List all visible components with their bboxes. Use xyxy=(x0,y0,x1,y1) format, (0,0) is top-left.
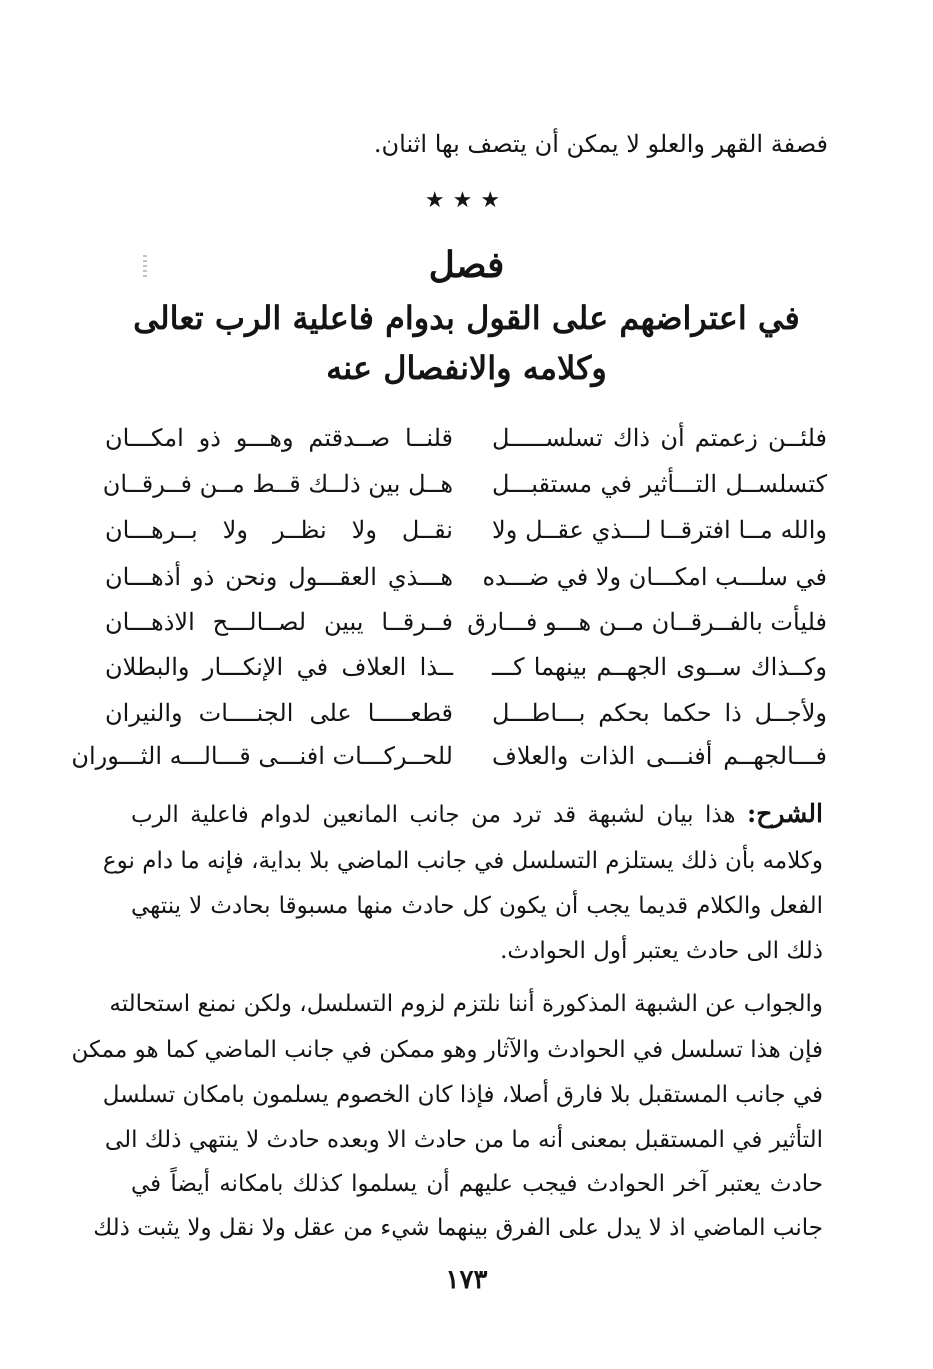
top-text-line: فصفة القهر والعلو لا يمكن أن يتصف بها اثنان. xyxy=(373,130,828,158)
commentary-line-1-text: هذا بيان لشبهة قد ترد من جانب المانعين لدوام فاعلية الرب xyxy=(131,802,736,828)
answer-line-4: التأثير في المستقبل بمعنى أنه ما من حادث الا وبعده حادث لا ينتهي ذلك الى xyxy=(104,1127,823,1153)
verse-6-first-hemistich: وكــذاك ســوى الجهــم بينهما كـــ xyxy=(492,653,827,681)
verse-6-second-hemistich: ــذا العلاف في الإنكـــار والبطلان xyxy=(105,653,453,681)
section-subtitle-line-2: وكلامه والانفصال عنه xyxy=(326,349,607,387)
verse-5-second-hemistich: فــرقــا يبين لصــالـــح الاذهـــان xyxy=(105,608,453,636)
verse-1-first-hemistich: فلئــن زعمتم أن ذاك تسلســـــل xyxy=(492,424,827,452)
commentary-label: الشرح: xyxy=(746,799,823,828)
commentary-line-2: وكلامه بأن ذلك يستلزم التسلسل في جانب الماضي بلا بداية، فإنه ما دام نوع xyxy=(102,848,823,874)
section-title: فصل xyxy=(428,244,505,286)
verse-2-first-hemistich: كتسلســل التـــأثير في مستقبـــل xyxy=(492,470,827,498)
answer-line-2: فإن هذا تسلسل في الحوادث والآثار وهو ممكن في جانب الماضي كما هو ممكن xyxy=(71,1037,823,1063)
verse-7-first-hemistich: ولأجــل ذا حكما بحكم بـــاطـــل xyxy=(492,699,827,727)
verse-3-first-hemistich: والله مــا افترقــا لـــذي عقــل ولا xyxy=(492,516,827,544)
page-number: ١٧٣ xyxy=(445,1265,488,1295)
verse-3-second-hemistich: نقــل ولا نظــر ولا بــرهـــان xyxy=(105,516,453,544)
commentary-line-4: ذلك الى حادث يعتبر أول الحوادث. xyxy=(500,938,823,964)
answer-line-5: حادث يعتبر آخر الحوادث فيجب عليهم أن يسلموا كذلك بامكانه أيضاً في xyxy=(131,1171,823,1197)
commentary-line-3: الفعل والكلام قديما يجب أن يكون كل حادث منها مسبوقا بحادث لا ينتهي xyxy=(131,893,823,919)
verse-4-first-hemistich: في سلـــب امكـــان ولا في ضـــده xyxy=(482,563,827,591)
answer-line-6: جانب الماضي اذ لا يدل على الفرق بينهما شيء من عقل ولا نقل ولا يثبت ذلك xyxy=(93,1215,823,1241)
verse-4-second-hemistich: هـــذي العقـــول ونحن ذو أذهـــان xyxy=(105,563,453,591)
section-separator-stars: ★★★ xyxy=(424,188,509,213)
verse-7-second-hemistich: قطعـــــا على الجنــــات والنيران xyxy=(105,699,453,727)
verse-2-second-hemistich: هــل بين ذلــك قــط مــن فــرقــان xyxy=(102,470,453,498)
verse-8-second-hemistich: للحــركـــات افنـــى قـــالـــه الثـــوران xyxy=(71,742,453,770)
answer-line-1: والجواب عن الشبهة المذكورة أننا نلتزم لزوم التسلسل، ولكن نمنع استحالته xyxy=(109,991,823,1017)
section-subtitle-line-1: في اعتراضهم على القول بدوام فاعلية الرب تعالى xyxy=(133,299,800,337)
verse-5-first-hemistich: فليأت بالفــرقــان مــن هـــو فـــارق xyxy=(467,608,827,636)
commentary-line-1 xyxy=(131,798,823,831)
verse-8-first-hemistich: فـــالجهــم أفنـــى الذات والعلاف xyxy=(492,742,827,770)
verse-1-second-hemistich: قلنــا صــدقتم وهـــو ذو امكـــان xyxy=(105,424,453,452)
answer-line-3: في جانب المستقبل بلا فارق أصلا، فإذا كان الخصوم يسلمون بامكان تسلسل xyxy=(102,1082,823,1108)
